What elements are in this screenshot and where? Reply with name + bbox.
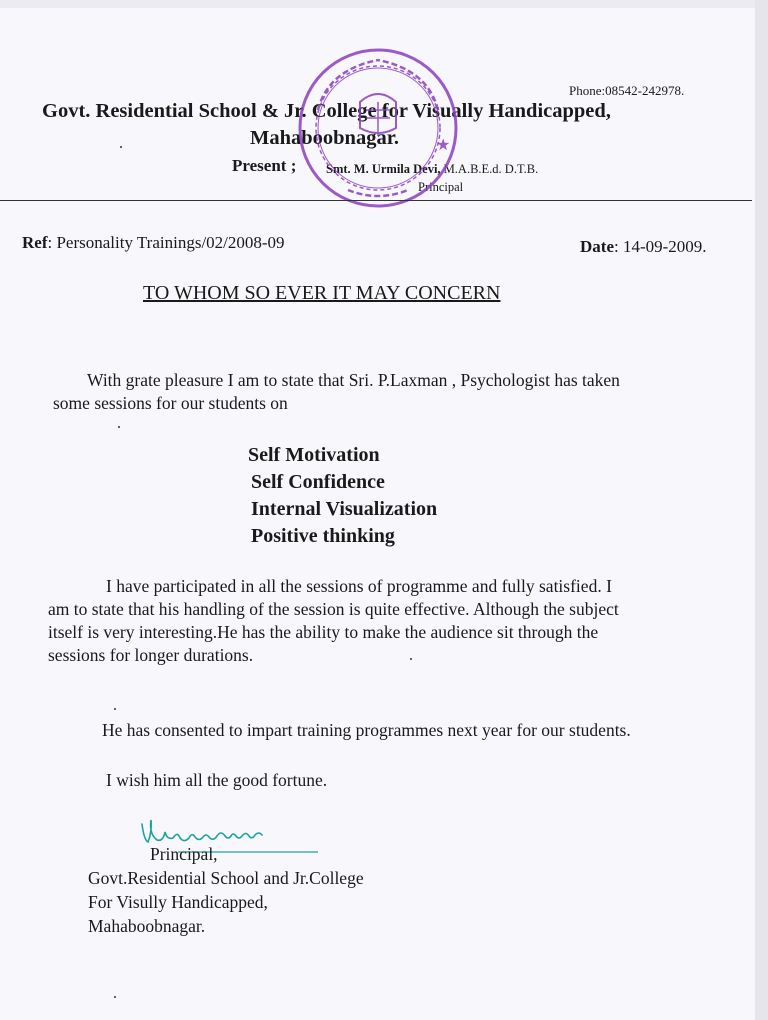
official-stamp <box>288 40 468 216</box>
ref-label: Ref <box>22 233 48 252</box>
paper-speck <box>410 658 412 660</box>
address-line-3: Mahaboobnagar. <box>88 916 206 936</box>
phone-number: Phone:08542-242978. <box>569 83 685 98</box>
present-label: Present ; <box>232 156 297 175</box>
paragraph-1-line-2: some sessions for our students on <box>53 393 288 413</box>
paragraph-3: He has consented to impart training programmes next year for our students. <box>102 720 631 740</box>
reference-number <box>22 233 285 253</box>
page-edge <box>755 0 768 1020</box>
paragraph-2 <box>48 575 748 667</box>
topic-internal-visualization: Internal Visualization <box>251 498 438 520</box>
topic-self-motivation: Self Motivation <box>248 444 380 466</box>
topic-positive-thinking: Positive thinking <box>251 525 395 547</box>
principal-title: Principal <box>418 180 464 194</box>
paragraph-2-line: itself is very interesting.He has the ability to make the audience sit through the <box>48 622 599 642</box>
school-name-line1: Govt. Residential School & Jr. College for Visually Handicapped, <box>42 100 611 122</box>
letter-heading: TO WHOM SO EVER IT MAY CONCERN <box>143 282 501 304</box>
paragraph-4: I wish him all the good fortune. <box>106 770 328 790</box>
paper-speck <box>114 996 116 998</box>
paper-speck <box>114 708 116 710</box>
principal-qualifications: M.A.B.E.d. D.T.B. <box>443 162 539 176</box>
address-line-1: Govt.Residential School and Jr.College <box>88 868 364 888</box>
topic-self-confidence: Self Confidence <box>251 471 385 493</box>
address-line-2: For Visully Handicapped, <box>88 892 268 912</box>
signatory-role: Principal, <box>150 844 218 864</box>
principal-name: Smt. M. Urmila Devi, <box>326 162 441 176</box>
letter-date <box>580 237 707 257</box>
paragraph-2-line: am to state that his handling of the session is quite effective. Although the subject <box>48 599 619 619</box>
ref-value: : Personality Trainings/02/2008-09 <box>47 233 285 252</box>
paragraph-2-line: I have participated in all the sessions of programme and fully satisfied. I <box>106 576 612 596</box>
date-label: Date <box>580 237 614 256</box>
date-value: : 14-09-2009. <box>613 237 707 256</box>
svg-text:★: ★ <box>436 135 451 154</box>
paragraph-1-line-1: With grate pleasure I am to state that Sri. P.Laxman , Psychologist has taken <box>87 370 620 390</box>
paper-speck <box>118 426 120 428</box>
paragraph-2-line: sessions for longer durations. <box>48 645 254 665</box>
header-divider <box>0 200 752 201</box>
paper-speck <box>120 146 122 148</box>
school-name-line2: Mahaboobnagar. <box>250 127 400 149</box>
